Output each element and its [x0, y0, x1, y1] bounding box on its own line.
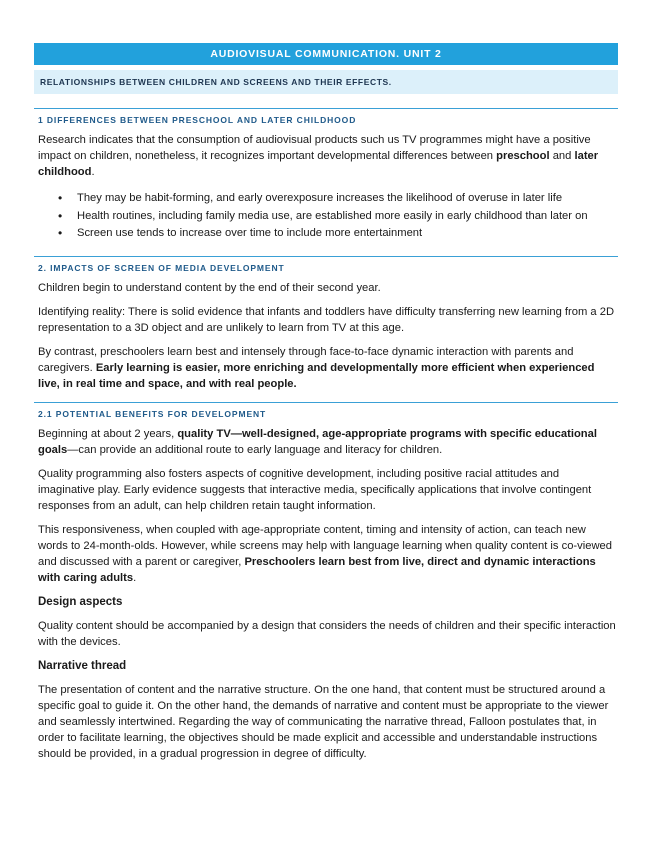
unit-title: AUDIOVISUAL COMMUNICATION. UNIT 2 [34, 43, 618, 65]
section-impacts [34, 256, 618, 402]
paragraph: This responsiveness, when coupled with age-appropriate content, timing and intensity of action, can teach new words to 24-month-olds. However, while screens may help with language learning when quality content is co-viewed and discussed with a parent or caregiver, Preschoolers learn best from live, direct and dynamic interactions with caring adults. [38, 523, 612, 584]
subheading-narrative: Narrative thread [38, 659, 127, 672]
intro-paragraph: Research indicates that the consumption of audiovisual products such us TV programmes might have a positive impact on children, nonetheless, it recognizes important developmental differences between preschool and later childhood. [38, 134, 599, 178]
document-page [34, 43, 618, 762]
list-item: • Screen use tends to increase over time to include more entertainment [34, 225, 618, 243]
section-heading: 1 DIFFERENCES BETWEEN PRESCHOOL AND LATER CHILDHOOD [38, 115, 357, 125]
paragraph: By contrast, preschoolers learn best and intensely through face-to-face dynamic interaction with parents and caregivers. Early learning is easier, more enriching and developmentally more efficient when experienced live, in real time and space, and with real people. [38, 345, 595, 390]
section-heading: 2.1 POTENTIAL BENEFITS FOR DEVELOPMENT [38, 408, 267, 419]
paragraph: Beginning at about 2 years, quality TV—well-designed, age-appropriate programs with specific educational goals—can provide an additional route to early language and literacy for children. [38, 427, 597, 456]
subheading-design: Design aspects [38, 595, 123, 608]
paragraph: The presentation of content and the narrative structure. On the one hand, that content must be structured around a specific goal to guide it. On the other hand, the demands of narrative and content must be appropriate to the viewer and seamlessly intertwined. Regarding the way of communicating the narrative thread, Falloon postulates that, in order to facilitate learning, the objectives should be made explicit and accessible and understandable instructions should be provided, in a gradual progression in degree of difficulty. [38, 683, 609, 760]
section-differences [34, 108, 618, 256]
list-item: • Health routines, including family media use, are established more easily in early childhood than later on [34, 208, 618, 226]
section-benefits [34, 402, 618, 762]
section-heading: 2. IMPACTS OF SCREEN OF MEDIA DEVELOPMENT [38, 262, 285, 273]
paragraph: Quality content should be accompanied by a design that considers the needs of children and their specific interaction with the devices. [38, 619, 616, 648]
bullet-list [34, 190, 618, 243]
list-item: • They may be habit-forming, and early overexposure increases the likelihood of overuse in later life [34, 190, 618, 208]
paragraph: Quality programming also fosters aspects of cognitive development, including positive racial attitudes and imaginative play. Early evidence suggests that interactive media, specifically applications that involve contingent responses from an adult, can help children retain taught information. [38, 467, 592, 512]
unit-subtitle: RELATIONSHIPS BETWEEN CHILDREN AND SCREENS AND THEIR EFFECTS. [34, 70, 618, 94]
paragraph: Identifying reality: There is solid evidence that infants and toddlers have difficulty transferring new learning from a 2D representation to a 3D object and are unlikely to learn from TV at this age. [38, 305, 615, 334]
paragraph: Children begin to understand content by the end of their second year. [38, 281, 381, 294]
